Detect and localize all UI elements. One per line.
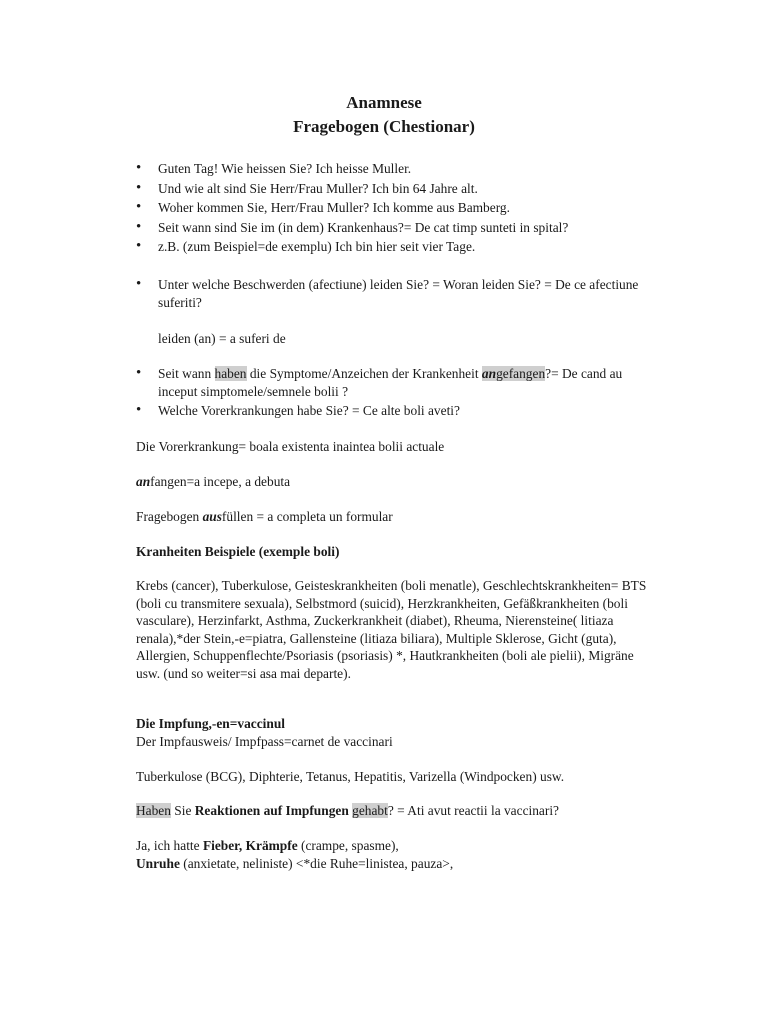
text-run: die Symptome/Anzeichen der Krankenheit [246,366,482,381]
text-run: Fragebogen [136,509,203,524]
list-item: • Welche Vorerkrankungen habe Sie? = Ce alte boli aveti? [136,402,656,420]
vorerkrankung-definition: Die Vorerkrankung= boala existenta inaintea bolii actuale [136,439,445,454]
text-run: ?= De cand au inceput simptomele/semnele bolii ? [158,366,623,399]
highlighted-word [482,366,545,381]
intro-question-list [136,160,656,258]
diseases-paragraph: Krebs (cancer), Tuberkulose, Geisteskrankheiten (boli menatle), Geschlechtskrankheiten= BTS (boli cu transmitere sexuala), Selbstmord (suicid), Herzkrankheiten, Gefäßkrankheiten (boli vasculare), Herzinfarkt, Asthma, Zuckerkrankheit (diabet), Rheuma, Nierensteine( litiaza renala),*der Stein,-e=piatra, Gallensteine (litiaza biliara), Multiple Sklerose, Gicht (guta), Allergien, Schuppenflechte/Psoriasis (psoriasis) *, Hautkrankheiten (boli ale pielii), Migräne usw. (und so weiter=si asa mai departe). [136,578,647,681]
diseases-heading: Kranheiten Beispiele (exemple boli) [136,544,340,559]
list-item: • Guten Tag! Wie heissen Sie? Ich heisse Muller. [136,160,656,178]
document-title: Anamnese [346,93,422,112]
highlighted-word: haben [214,366,247,381]
text-run: Sie [170,803,195,818]
list-item: • Und wie alt sind Sie Herr/Frau Muller? Ich bin 64 Jahre alt. [136,180,656,198]
leiden-definition: leiden (an) = a suferi de [158,331,286,346]
reactions-question [136,802,656,820]
text-run: (crampe, spasme), [297,838,399,853]
anfangen-definition [136,473,656,491]
symptoms-question-list [136,365,656,422]
document-subtitle: Fragebogen (Chestionar) [293,117,475,136]
prefix-emphasis: an [136,474,151,489]
highlighted-word: gehabt [352,803,388,818]
list-item: • Unter welche Beschwerden (afectiune) leiden Sie? = Woran leiden Sie? = De ce afectiune suferiti? [136,276,656,311]
vaccines-list: Tuberkulose (BCG), Diphterie, Tetanus, Hepatitis, Varizella (Windpocken) usw. [136,769,565,784]
text-run: Ja, ich hatte [136,838,203,853]
list-item [136,365,656,400]
answer-paragraph [136,837,656,872]
text-run: fangen=a incepe, a debuta [150,474,291,489]
text-run: gefangen [496,366,546,381]
bold-phrase: Reaktionen auf Impfungen [194,803,349,818]
list-item: • z.B. (zum Beispiel=de exemplu) Ich bin hier seit vier Tage. [136,238,656,256]
complaints-question-list [136,276,656,313]
text-run: füllen = a completa un formular [221,509,393,524]
list-item: • Seit wann sind Sie im (in dem) Krankenhaus?= De cat timp sunteti in spital? [136,219,656,237]
bold-phrase: Fieber, Krämpfe [202,838,298,853]
bold-phrase: Unruhe [136,855,180,871]
highlighted-word: Haben [136,803,171,818]
list-item: • Woher kommen Sie, Herr/Frau Muller? Ich komme aus Bamberg. [136,199,656,217]
vaccination-heading: Die Impfung,-en=vaccinul [136,716,285,731]
prefix-emphasis: an [481,366,497,381]
text-run: Seit wann [158,366,215,381]
text-run: (anxietate, neliniste) <*die Ruhe=linistea, pauza>, [179,855,454,871]
text-run: ? = Ati avut reactii la vaccinari? [387,803,559,818]
vaccination-card-line: Der Impfausweis/ Impfpass=carnet de vaccinari [136,734,393,749]
prefix-emphasis: aus [202,509,222,524]
ausfuellen-definition [136,508,656,526]
